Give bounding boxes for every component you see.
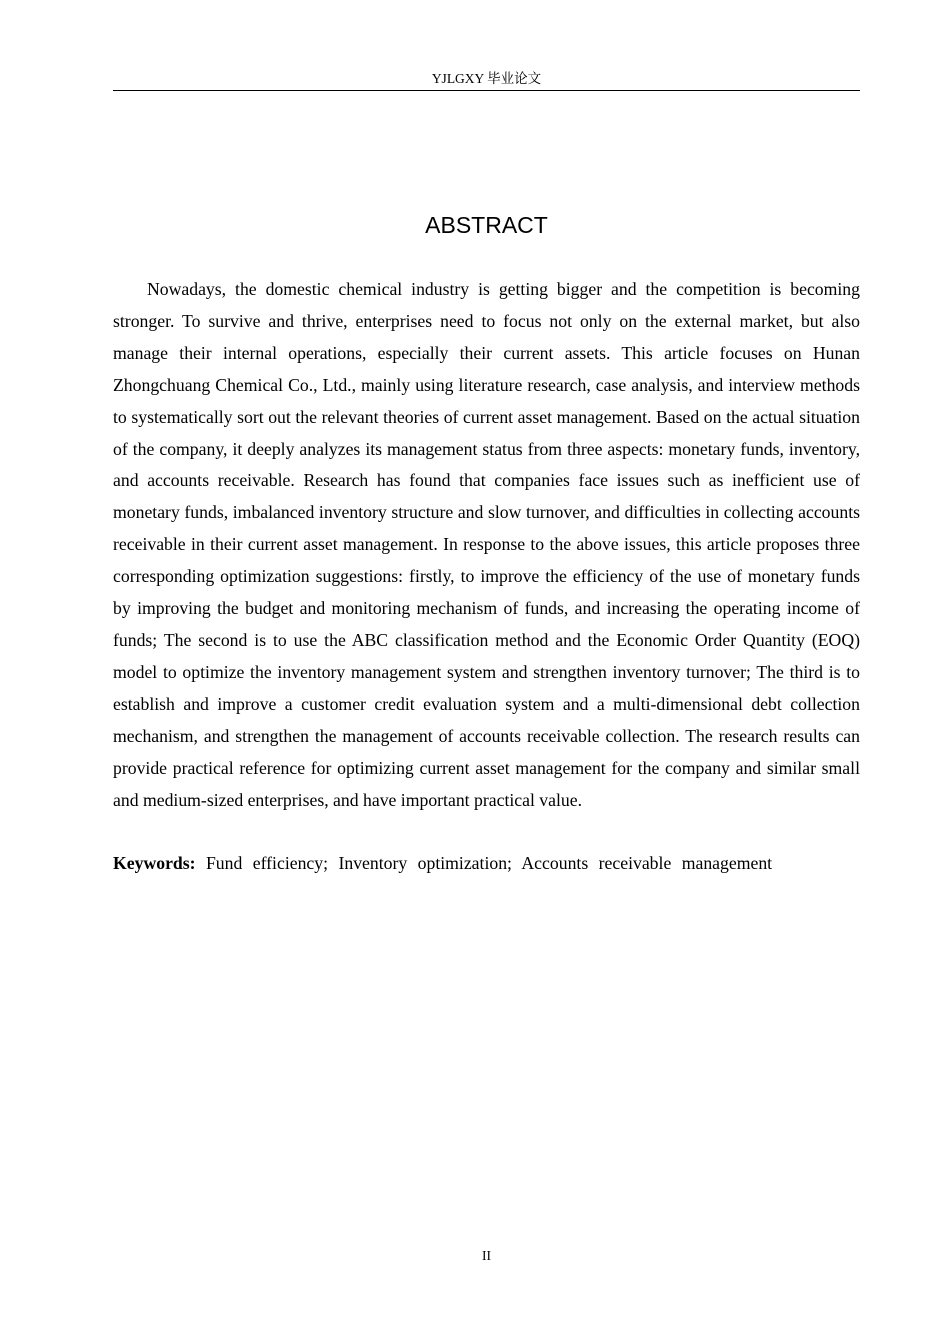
page-number: II [482,1248,491,1263]
keywords-text: Fund efficiency; Inventory optimization; Accounts receivable management [205,853,773,873]
keywords-label: Keywords: [113,853,196,873]
abstract-body: Nowadays, the domestic chemical industry is getting bigger and the competition is becoming stronger. To survive and thrive, enterprises need to focus not only on the external market, but also manage their internal operations, especially their current assets. This article focuses on Hunan Zhongchuang Chemical Co., Ltd., mainly using literature research, case analysis, and interview methods to systematically sort out the relevant theories of current asset management. Based on the actual situation of the company, it deeply analyzes its management status from three aspects: monetary funds, inventory, and accounts receivable. Research has found that companies face issues such as inefficient use of monetary funds, imbalanced inventory structure and slow turnover, and difficulties in collecting accounts receivable in their current asset management. In response to the above issues, this article proposes three corresponding optimization suggestions: firstly, to improve the efficiency of the use of monetary funds by improving the budget and monitoring mechanism of funds, and increasing the operating income of funds; The second is to use the ABC classification method and the Economic Order Quantity (EOQ) model to optimize the inventory management system and strengthen inventory turnover; The third is to establish and improve a customer credit evaluation system and a multi-dimensional debt collection mechanism, and strengthen the management of accounts receivable collection. The research results can provide practical reference for optimizing current asset management for the company and similar small and medium-sized enterprises, and have important practical value. [113,279,860,810]
keywords-line [113,848,860,880]
abstract-title: ABSTRACT [425,212,548,238]
header-rule [113,90,860,91]
running-header: YJLGXY 毕业论文 [431,71,542,86]
